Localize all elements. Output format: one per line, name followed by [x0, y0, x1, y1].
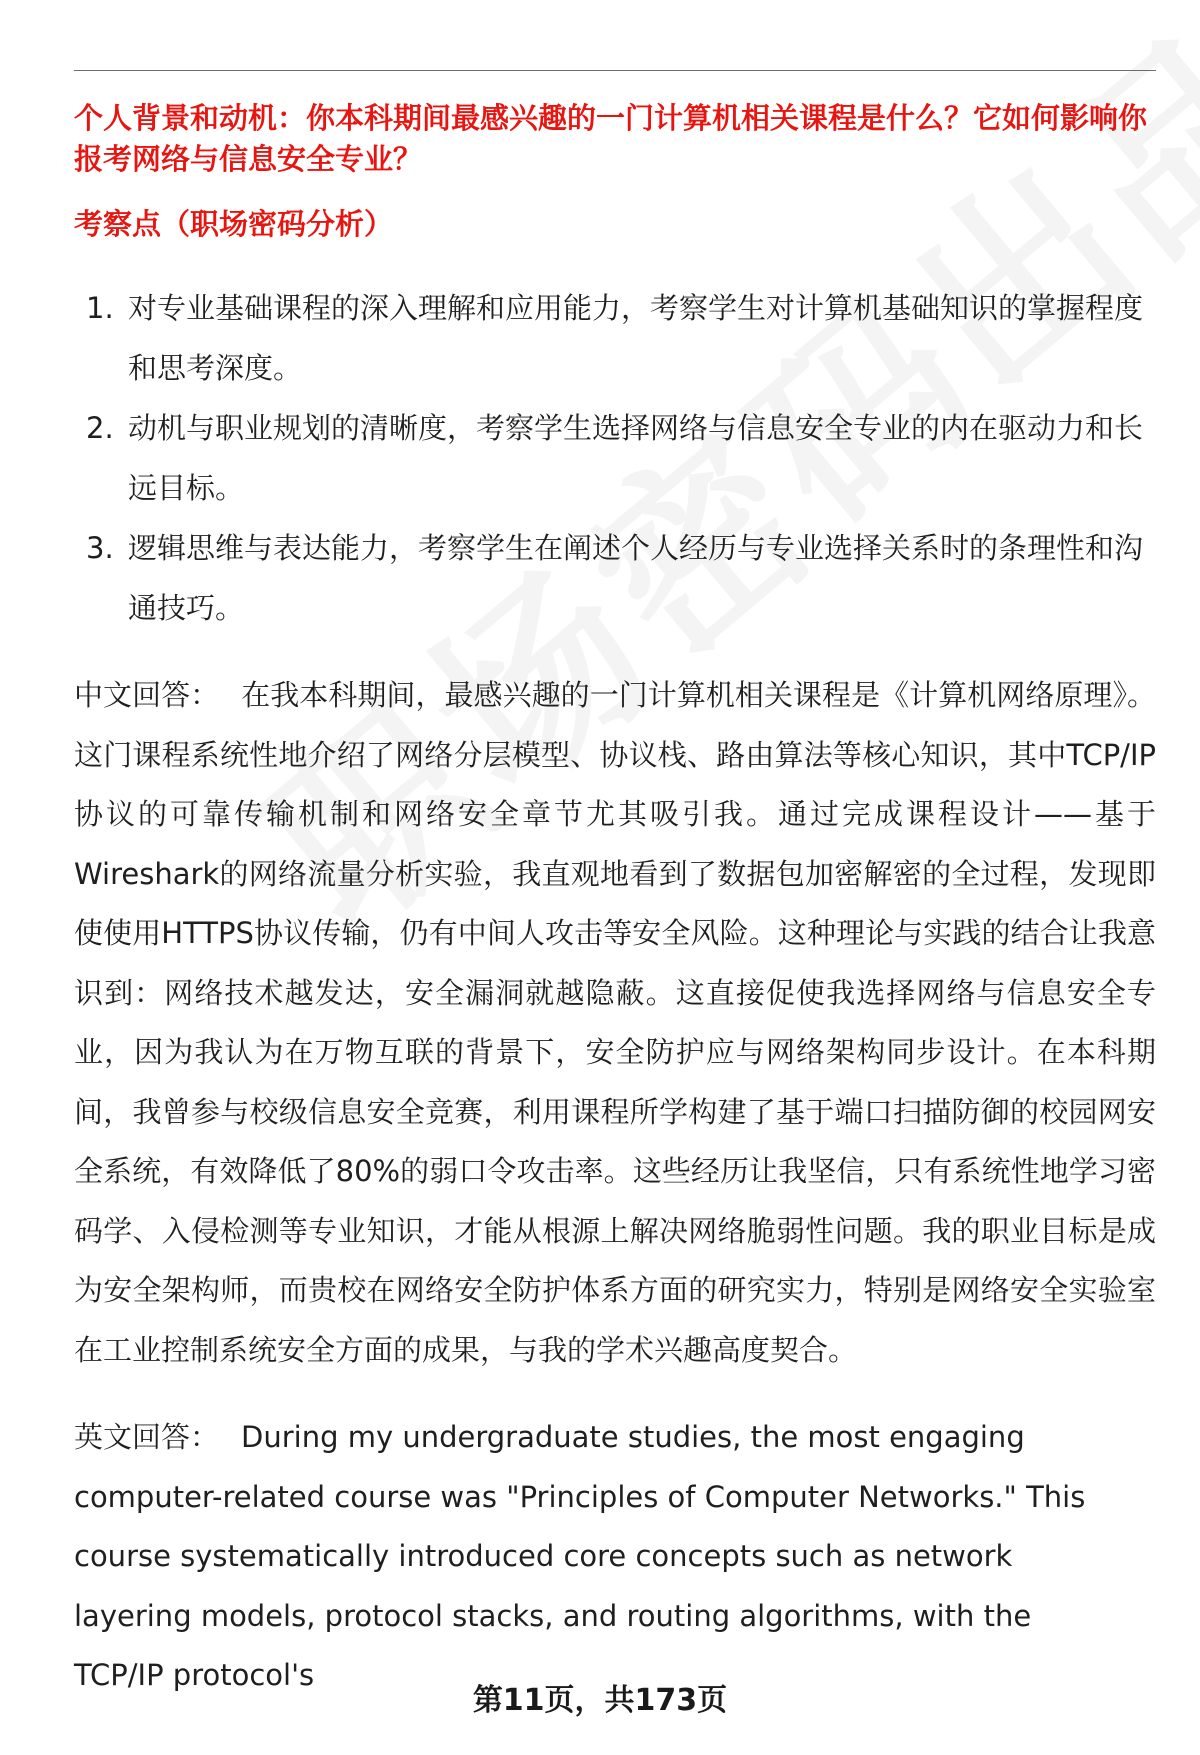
english-answer — [74, 1408, 1156, 1706]
list-item-text: 动机与职业规划的清晰度，考察学生选择网络与信息安全专业的内在驱动力和长远目标。 — [128, 411, 1144, 505]
list-item-text: 对专业基础课程的深入理解和应用能力，考察学生对计算机基础知识的掌握程度和思考深度。 — [128, 291, 1144, 385]
page-content — [74, 98, 1156, 1706]
english-answer-text: During my undergraduate studies, the most engaging computer-related course was "Principles of Computer Networks." This course systematically introduced core concepts such as network layering models, protocol stacks, and routing algorithms, with the TCP/IP protocol's — [74, 1420, 1086, 1692]
list-item-text: 逻辑思维与表达能力，考察学生在阐述个人经历与专业选择关系时的条理性和沟通技巧。 — [128, 531, 1144, 625]
assessment-points-list — [74, 278, 1156, 638]
top-divider — [74, 70, 1156, 71]
chinese-answer-label: 中文回答： — [74, 678, 220, 712]
list-item-number: 2. — [86, 411, 114, 445]
question-heading: 个人背景和动机：你本科期间最感兴趣的一门计算机相关课程是什么？它如何影响你报考网络与信息安全专业？ — [74, 101, 1148, 176]
chinese-answer — [74, 666, 1156, 1380]
list-item — [74, 518, 1156, 638]
list-item-number: 3. — [86, 531, 114, 565]
list-item — [74, 278, 1156, 398]
page-number-footer: 第11页，共173页 — [472, 1683, 728, 1718]
list-item — [74, 398, 1156, 518]
chinese-answer-text: 在我本科期间，最感兴趣的一门计算机相关课程是《计算机网络原理》。这门课程系统性地介绍了网络分层模型、协议栈、路由算法等核心知识，其中TCP/IP协议的可靠传输机制和网络安全章节尤其吸引我。通过完成课程设计——基于Wireshark的网络流量分析实验，我直观地看到了数据包加密解密的全过程，发现即使使用HTTPS协议传输，仍有中间人攻击等安全风险。这种理论与实践的结合让我意识到：网络技术越发达，安全漏洞就越隐蔽。这直接促使我选择网络与信息安全专业，因为我认为在万物互联的背景下，安全防护应与网络架构同步设计。在本科期间，我曾参与校级信息安全竞赛，利用课程所学构建了基于端口扫描防御的校园网安全系统，有效降低了80%的弱口令攻击率。这些经历让我坚信，只有系统性地学习密码学、入侵检测等专业知识，才能从根源上解决网络脆弱性问题。我的职业目标是成为安全架构师，而贵校在网络安全防护体系方面的研究实力，特别是网络安全实验室在工业控制系统安全方面的成果，与我的学术兴趣高度契合。 — [74, 678, 1156, 1367]
section-title: 考察点（职场密码分析） — [74, 207, 394, 241]
list-item-number: 1. — [86, 291, 114, 325]
english-answer-label: 英文回答： — [74, 1420, 220, 1454]
